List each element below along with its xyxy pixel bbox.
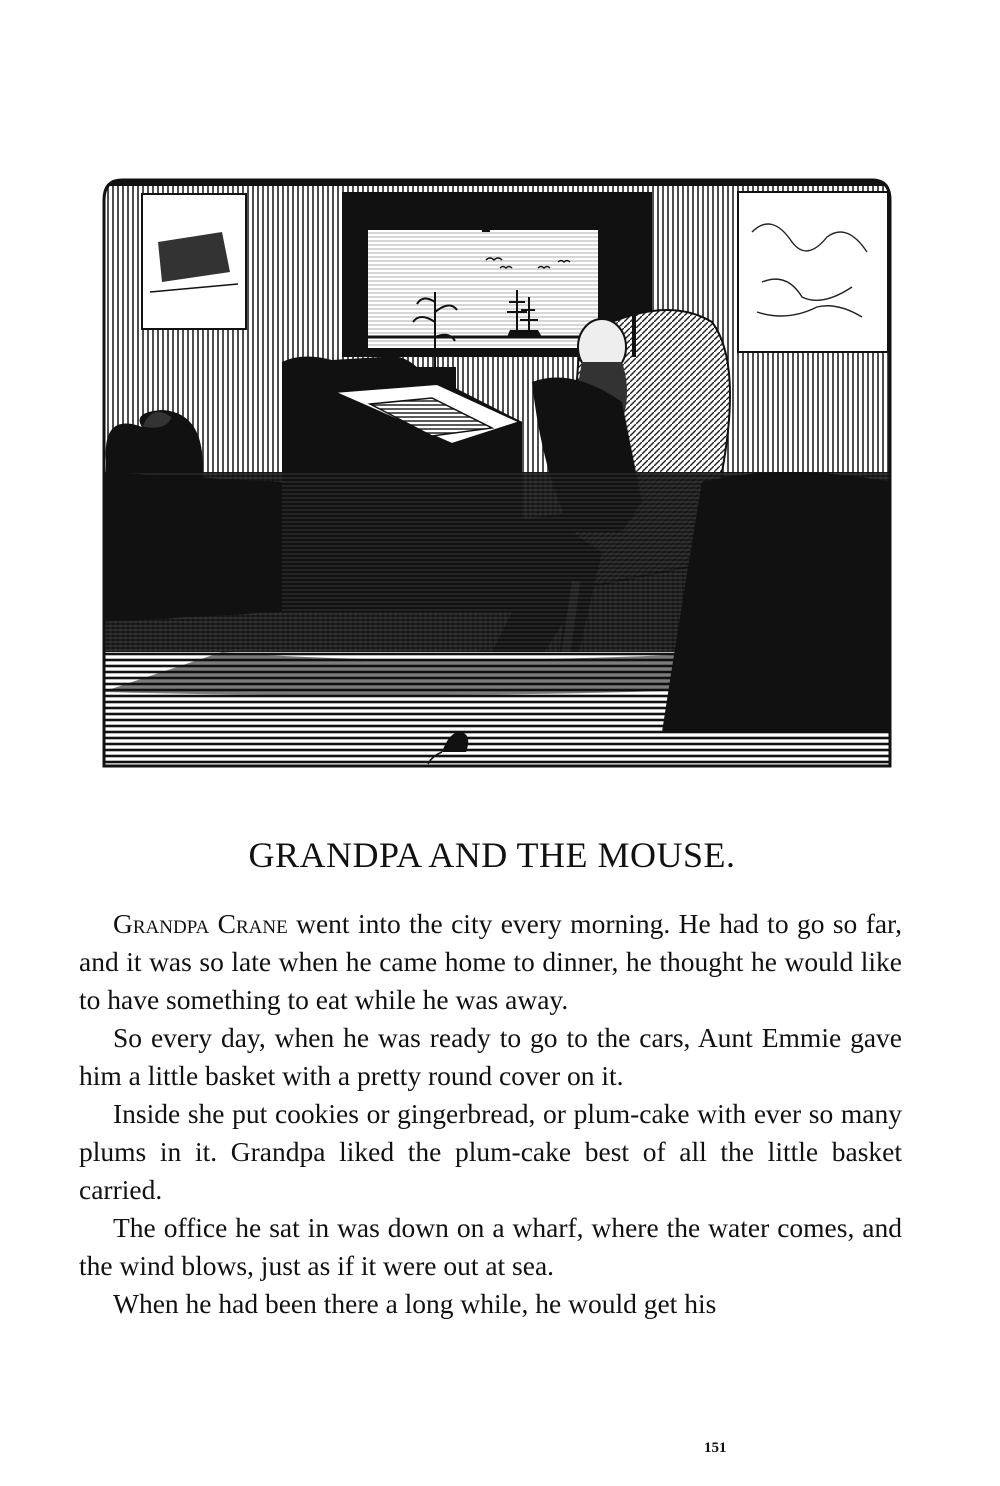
story-text <box>79 905 902 1323</box>
paragraph: The office he sat in was down on a wharf, where the water comes, and the wind blows, just as if it were out at sea. <box>79 1212 902 1281</box>
paragraph: Inside she put cookies or gingerbread, or plum-cake with ever so many plums in it. Grandpa liked the plum-cake best of all the little basket carried. <box>79 1098 902 1205</box>
paragraph: When he had been there a long while, he would get his <box>113 1288 717 1319</box>
engraving-grandpa-asleep-in-office-icon <box>102 172 892 770</box>
paragraph-text: went into the city every morning. He had to go so far, and it was so late when he came home to dinner, he thought he would like to have something to eat while he was away. <box>79 908 902 1015</box>
character-name: Grandpa Crane <box>113 908 288 939</box>
page-title: GRANDPA AND THE MOUSE. <box>248 835 736 875</box>
paragraph: So every day, when he was ready to go to the cars, Aunt Emmie gave him a little basket with a pretty round cover on it. <box>79 1022 902 1091</box>
page-number: 151 <box>704 1440 727 1456</box>
paragraph <box>79 905 902 1019</box>
